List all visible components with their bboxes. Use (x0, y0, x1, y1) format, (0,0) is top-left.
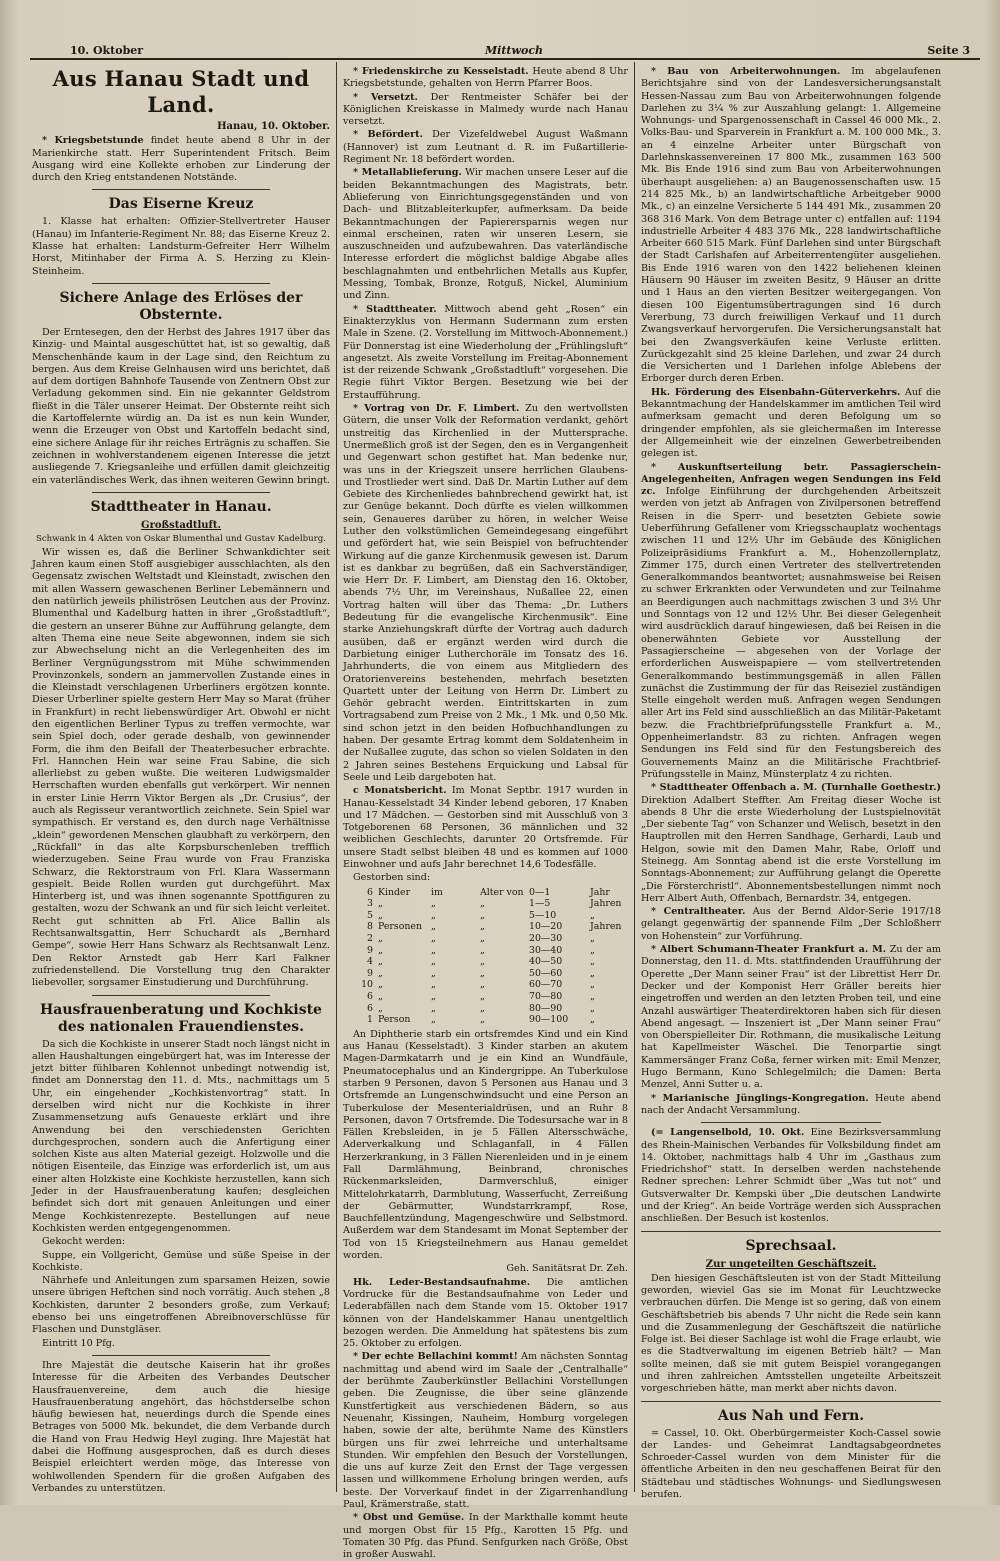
table-cell: 5—10 (529, 909, 557, 921)
separator (641, 1231, 941, 1232)
table-cell: „ (480, 921, 485, 933)
headline-eisernes-kreuz: Das Eiserne Kreuz (108, 196, 254, 213)
column-1 (32, 66, 330, 1494)
table-cell: 0—1 (529, 886, 551, 898)
table-cell: „ (590, 909, 595, 921)
table-row (353, 898, 626, 910)
header-date: 10. Oktober (70, 44, 144, 57)
header-day: Mittwoch (485, 44, 544, 57)
table-cell: Jahr (590, 886, 610, 898)
article-friedenskirche (343, 66, 628, 91)
article-obst-gemuese (343, 1512, 628, 1561)
table-cell: 60—70 (529, 979, 563, 991)
table-cell: „ (480, 944, 485, 956)
article-text: Direktion Adalbert Steffter. Am Freitag dieser Woche ist abends 8 Uhr die erste Wiederholung der Lustspielnovität „Der siebente Tag“ von Schanzer und Welisch, besetzt in den Hauptrollen mit den Herren Sandhage, Gerhardi, Laub und Helgon, sowie mit den Damen Mahr, Rabe, Orloff und Steinegg. Am Sonntag abend ist die erste Vorstellung im Sonntags-Abonnement; zur Aufführung gelangt die Operette „Die Försterchristl“. Abonnementsbestellungen nimmt noch Herr Albert Auth, Offenbach, Bernardstr. 34, entgegen. (641, 794, 941, 904)
table-cell: 1—5 (529, 898, 551, 910)
table-cell: 20—30 (529, 932, 563, 944)
article-auskunft (641, 462, 941, 782)
play-title: Großstadtluft. (141, 519, 221, 531)
article-text: In der Markthalle kommt heute und morgen Obst für 15 Pfg., Karotten 15 Pfg. und Tomaten 30 Pfg. das Pfund. Senfgurken nach Größe, Obst in großer Auswahl. (343, 1512, 628, 1561)
article-text: Die amtlichen Vordrucke für die Bestandsaufnahme von Leder und Lederabfällen nach dem Stande vom 15. Oktober 1917 können von der Handelskammer Hanau unentgeltlich bezogen werden. Die Anmeldung hat spätestens bis zum 25. Oktober zu erfolgen. (343, 1276, 628, 1350)
table-cell: 6 (367, 990, 373, 1002)
article-centraltheater (641, 906, 941, 943)
table-cell: 2 (367, 932, 373, 944)
table-cell: 9 (367, 967, 373, 979)
table-cell: „ (378, 898, 383, 910)
sprechsaal-subheading: Zur ungeteilten Geschäftszeit. (705, 1258, 877, 1270)
table-cell: „ (431, 990, 436, 1002)
headline-sprechsaal: Sprechsaal. (745, 1237, 837, 1254)
table-cell: 6 (367, 1002, 373, 1014)
article-theater-review: Wir wissen es, daß die Berliner Schwankdichter seit Jahren kaum einen Stoff ausgiebiger ausschlachten, als den Gegensatz zwischen Weltstadt und Kleinstadt, zwischen den mit allen Wassern gewaschenen Berliner Lebemännern und den natürlich jeweils philiströsen Leutchen aus der Provinz. Blumenthal und Kadelburg hatten in ihrer „Großstadtluft“, die gestern an unserer Bühne zur Aufführung gelangte, dem alten Thema eine neue Seite abgewonnen, indem sie sich zur Abwechselung nicht an die Verlegenheiten des im Berliner Vergnügungsstrom mit Mühe schwimmenden Provinzonkels, sondern an jammervollen Zustande eines in die Kleinstadt verschlagenen Urberliners ergötzen konnte. Dieser Urberliner spielte gestern Herr May so Marat (früher in Frankfurt) in recht liebenswürdiger Art. Obwohl er nicht den eigentlichen Berliner Typus zu treffen vermochte, war sein Spiel doch, oder gerade deshalb, von gewinnender Form, die ihm den Beifall der Theaterbesucher erbrachte. Frl. Hannchen Hein war seine Frau Sabine, die sich allerliebst zu geben wußte. Die weiteren Ludwigsmalder Herrschaften wurden ebenfalls gut verkörpert. Wir nennen in erster Linie Herrn Viktor Bergen als „Dr. Crusius“, der auch als Regisseur verantwortlich zeichnete. Sein Spiel war sympathisch. Er verstand es, den durch nage Verhältnisse „klein“ gewordenen Menschen glaubhaft zu verkörpern, den „Rückfall“ in das alte Korpsburschenleben trefflich wiederzugeben. Seine Frau wurde von Frau Franziska Schwarz, die Rektorstraum von Frl. Klara Wassermann gespielt. Beide Rollen wurden gut durchgeführt. Max Hinterberg ist, und was ihnen sogenannte Spottfiguren zu gestalten, wozu der Schwank an und für sich leicht verleitet. Recht gut schnitten ab Frl. Alice Ballin als Rechtsanwaltsgattin, Herr Schuchardt als „Bernhard Gempe“, sowie Herr Hans Schwarz als Rechtsanwalt Lenz. Den Rektor Arnstedt gab Herr Karl Falkner zufriedenstellend. Die Vorstellung trug den Charakter liebevoller, sorgsamer Einstudierung und Durchführung. (32, 546, 330, 989)
article-text: Eine Bezirksversammlung des Rhein-Mainischen Verbandes für Volksbildung findet am 14. Oktober, nachmittags halb 4 Uhr im „Gasthaus zum Friedrichshof“ statt. In derselben werden nachstehende Redner sprechen: Lehrer Schmidt über „Was tut not“ und Gutsverwalter Dr. Kempski über „Die deutschen Landwirte und der Krieg“. An beide Vorträge werden sich Aussprachen anschließen. Der Besuch ist kostenlos. (641, 1127, 941, 1225)
article-text: Der Vizefeldwebel August Waßmann (Hannover) ist zum Leutnant d. R. im Fußartillerie-Regiment Nr. 18 befördert worden. (343, 129, 628, 166)
article-heading: c Monatsbericht. (353, 785, 447, 797)
article-heading: * Albert Schumann-Theater Frankfurt a. M. (651, 944, 887, 956)
section-title-hanau: Aus Hanau Stadt und Land. (52, 66, 310, 117)
article-text: Heute abend nach der Andacht Versammlung. (641, 1092, 941, 1116)
separator (92, 492, 270, 493)
article-text: Zu der am Donnerstag, den 11. d. Mts. stattfindenden Uraufführung der Operette „Der Mann seiner Frau“ ist der Librettist Herr Dr. Decker und der Komponist Herr Gräller bereits hier eingetroffen und werden an den letzten Proben teil, und eine Anzahl auswärtiger Theaterdirektoren haben sich für diesen Abend angesagt. — Inszeniert ist „Der Mann seiner Frau“ von Oberspielleiter Dir. Rothmann, die musikalische Leitung hat Kapellmeister Wäschel. Die Tenorpartie singt Kammersänger Franz Coßa, ferner wirken mit: Emil Menzer, Hugo Bermann, Kuno Schlegelmilch; die Damen: Berta Menzel, Anni Sutter u. a. (641, 944, 941, 1091)
article-text: Am nächsten Sonntag nachmittag und abend wird im Saale der „Centralhalle“ der berühmte Zauberkünstler Bellachini Vorstellungen geben. Die Zeugnisse, die über seine glänzende Kunstfertigkeit aus verschiedenen Bädern, so aus Neuenahr, Kissingen, Nauheim, Homburg vorgelegen haben, sowie der alte, berühmte Name des Künstlers bürgen uns für zwei lehrreiche und unterhaltsame Stunden. Wir empfehlen den Besuch der Vorstellungen, die uns auf kurze Zeit den Ernst der Tage vergessen lassen und willkommene Erholung bringen werden, aufs beste. Der Vorverkauf findet in der Zigarrenhandlung Paul, Krämerstraße, statt. (343, 1351, 628, 1510)
article-kriegsbetstunde (32, 135, 330, 184)
article-befoerdert (343, 129, 628, 166)
table-cell: 10—20 (529, 921, 563, 933)
article-langenselbold (641, 1127, 941, 1225)
article-kongregation (641, 1093, 941, 1118)
article-kaiserin: Ihre Majestät die deutsche Kaiserin hat ihr großes Interesse für die Arbeiten des Verbandes Deutscher Hausfrauenvereine, dem auch die hiesige Hausfrauenberatung angehört, das höchstderselbe schon häufig bewiesen hat, neuerdings durch die Spende eines Betrages von 5000 Mk. bekundet, die dem Verbande durch die Hand von Frau Hedwig Heyl zuging. Ihre Majestät hat dabei die Hoffnung ausgesprochen, daß es durch dieses Beispiel erleichtert werden möge, das Interesse von wohlwollenden Spendern für die großen Aufgaben des Verbandes zu unterstützen. (32, 1359, 330, 1494)
article-cassel: = Cassel, 10. Okt. Oberbürgermeister Koch-Cassel sowie der Landes- und Geheimrat Landtagsabgeordnetes Schroeder-Cassel wurden von dem Minister für die öffentliche Arbeiten in den neu geschaffenen Beirat für den Städtebau und städtisches Wohnungs- und Siedlungswesen berufen. (641, 1427, 941, 1501)
article-heading: * Versetzt. (353, 91, 418, 103)
table-cell: „ (431, 944, 436, 956)
article-heading: * Vortrag von Dr. F. Limbert. (353, 403, 520, 415)
headline-nah-und-fern: Aus Nah und Fern. (717, 1407, 865, 1424)
article-kochkiste-4: Nährhefe und Anleitungen zum sparsamen Heizen, sowie unsere übrigen Heftchen sind noch vorrätig. Auch stehen „8 Kochkisten, darunter 2 besonders große, zum Verkauf; ebenso bei uns eingetroffenen Abreibnoverschlüsse für Flaschen und Dunstgläser. (32, 1275, 330, 1336)
table-cell: „ (480, 1002, 485, 1014)
article-heading: * Befördert. (353, 129, 423, 141)
article-kochkiste-3: Suppe, ein Vollgericht, Gemüse und süße Speise in der Kochkiste. (32, 1249, 330, 1273)
table-row (353, 910, 626, 922)
article-kochkiste-2: Gekocht werden: (42, 1236, 126, 1248)
dateline: Hanau, 10. Oktober. (217, 121, 330, 132)
column-2 (343, 66, 629, 1561)
table-row (353, 956, 626, 968)
table-cell: „ (480, 956, 485, 968)
article-heading: * Stadttheater. (353, 303, 437, 315)
table-cell: „ (431, 921, 436, 933)
article-leder (343, 1277, 628, 1351)
table-cell: „ (378, 932, 383, 944)
separator (92, 1355, 270, 1356)
article-heading: * Stadttheater Offenbach a. M. (Turnhalle Goethestr.) (651, 782, 941, 794)
table-cell: 3 (367, 898, 373, 910)
article-text: Auf die Bekanntmachung der Handelskammer im amtlichen Teil wird aufmerksam gemacht und deren Befolgung um so dringender empfohlen, als sie gleichermaßen im Interesse der Allgemeinheit wie der einzelnen Gewerbetreibenden gelegen ist. (641, 386, 941, 460)
table-cell: Person (378, 1014, 411, 1026)
table-cell: 8 (367, 921, 373, 933)
article-arbeiterwohnungen (641, 66, 941, 386)
table-cell: „ (480, 979, 485, 991)
table-cell: „ (431, 979, 436, 991)
headline-stadttheater: Stadttheater in Hanau. (90, 498, 272, 515)
article-text: Zu den wertvollsten Gütern, die unser Volk der Reformation verdankt, gehört unstreitig das Kirchenlied in der Muttersprache. Unermeßlich groß ist der Segen, den es in Vergangenheit und Gegenwart schon gestiftet hat. Man bedenke nur, was uns in der Kriegszeit unsere herrlichen Glaubens- und Trostlieder wert sind. Daß Dr. Martin Luther auf dem Gebiete des Kirchenliedes bahnbrechend gewirkt hat, ist zur Genüge bekannt. Doch dürfte es vielen willkommen sein, Genaueres darüber zu hören, in welcher Weise Luther den volkstümlichen Gemeindegesang eingeführt und gefördert hat, wie sein Beispiel von befruchtender Wirkung auf die ganze Kirchenmusik gewesen ist. Darum ist es dankbar zu begrüßen, daß ein Sachverständiger, wie Herr Dr. F. Limbert, am Dienstag den 16. Oktober, abends 7½ Uhr, im Vereinshaus, Nußallee 22, einen Vortrag halten will über das Thema: „Dr. Luthers Bedeutung für die evangelische Kirchenmusik“. Eine starke Anziehungskraft dürfte der Vortrag auch dadurch ausüben, daß er ergänzt werden wird durch die Darbietung einiger Lutherchoräle im Tonsatz des 16. Jahrhunderts, die von einem aus Mitgliedern des Oratorienvereins bestehenden, mehrfach besetzten Quartett unter der Leitung von Herrn Dr. Limbert zu Gehör gebracht werden. Eintrittskarten in zum Vortragsabend zum Preise von 2 Mk., 1 Mk. und 0,50 Mk. sind schon jetzt in den beiden Hofbuchhandlungen zu haben. Der gesamte Ertrag kommt dem Soldatenheim in der Nußallee zugute, das schon so vielen Soldaten in den 2 Jahren seines Bestehens Erquickung und Labsal für Seele und Leib dargeboten hat. (343, 403, 628, 783)
article-text: Im abgelaufenen Berichtsjahre sind von der Landesversicherungsanstalt Hessen-Nassau zum Bau von Arbeiterwohnungen folgende Darlehen zu 3¼ % zur Auszahlung gelangt: 1. Allgemeine Wohnungs- und Spargenossenschaft in Cassel 46 000 Mk., 2. Volks-Bau- und Sparverein in Frankfurt a. M. 100 000 Mk., 3. an 4 einzelne Arbeiter unter Bürgschaft von Darlehnskassenvereinen 17 800 Mk., zusammen 163 500 Mk. Bis Ende 1916 sind zum Bau von Arbeiterwohnungen überhaupt ausgeliehen: a) an Baugenossenschaften usw. 15 214 825 Mk., b) an landwirtschaftliche Arbeitgeber 9000 Mk., c) an einzelne Versicherte 5 144 491 Mk., zusammen 20 368 316 Mark. Von dem Betrage unter c) entfallen auf: 1194 industrielle Arbeiter 4 483 376 Mk., 228 landwirtschaftliche Arbeiter 660 515 Mark. Fünf Darlehen sind unter Bürgschaft der Stadt Carlshafen auf Arbeiterrentengüter ausgeliehen. Bis Ende 1916 waren von den 1422 beliehenen kleinen Häusern 90 Häuser im zweiten Besitz, 9 Häuser an dritte und 1 Haus an den vierten Besitzer weitergegangen. Von diesen 100 Eigentumsübertragungen sind 16 durch Vererbung, 73 durch freiwilligen Verkauf und 11 durch Zwangsverkauf hervorgerufen. Die Versicherungsanstalt hat bei den Zwangsverkäufen keine Verluste erlitten. Zurückgezahlt sind 25 kleine Darlehen, und zwar 24 durch die Versicherten und 1 Darlehen infolge Ablebens der Erborger durch deren Erben. (641, 66, 941, 385)
table-cell: „ (590, 1002, 595, 1014)
table-row (353, 968, 626, 980)
table-cell: „ (431, 956, 436, 968)
table-cell: „ (378, 1002, 383, 1014)
table-row (353, 1003, 626, 1015)
article-heading: * Metallablieferung. (353, 167, 462, 179)
table-cell: „ (590, 967, 595, 979)
article-text: Mittwoch abend geht „Rosen“ ein Einakterzyklus von Hermann Sudermann zum ersten Male in Szene. (2. Vorstellung im Mittwoch-Abonnement.) Für Donnerstag ist eine Wiederholung der „Frühlingsluft“ angesetzt. Als zweite Vorstellung im Freitag-Abonnement ist der reizende Schwank „Großstadtluft“ vorgesehen. Die Regie führt Viktor Bergen. Besetzung wie bei der Erstaufführung. (343, 303, 628, 401)
header-rule (30, 58, 980, 60)
article-eisenbahn (641, 387, 941, 461)
article-kochkiste-1: Da sich die Kochkiste in unserer Stadt noch längst nicht in allen Haushaltungen eingebürgert hat, was im Interesse der jetzt bitter fühlbaren Kohlennot unbedingt notwendig ist, findet am Donnerstag den 11. d. Mts., nachmittags um 5 Uhr, ein eingehender „Kochkistenvortrag“ statt. In derselben wird nicht nur die Kochkiste in ihrer Zusammensetzung aufs Genaueste erklärt und ihre Anwendung bei den verschiedensten Gerichten durchgesprochen, sondern auch die Anfertigung einer solchen Kiste aus alten Material gezeigt. Holzwolle und die nötigen Eisenteile, das Einzige was erforderlich ist, um aus einer alten Holzkiste eine Kochkiste herzustellen, kann sich Jeder in der Hausfrauenberatung kaufen; desgleichen befindet sich dort mit genauen Anleitungen und einer Menge Kochkistenrezepte. Bestellungen auf neue Kochkisten werden entgegengenommen. (32, 1038, 330, 1234)
table-cell: „ (378, 909, 383, 921)
table-cell: 10 (361, 979, 373, 991)
article-monatsbericht (343, 785, 628, 871)
play-credits: Schwank in 4 Akten von Oskar Blumenthal und Gustav Kadelburg. (35, 533, 327, 544)
table-cell: „ (480, 898, 485, 910)
article-heading: * Kriegsbetstunde (42, 135, 144, 147)
table-row (353, 887, 626, 899)
table-cell: „ (480, 990, 485, 1002)
table-cell: Personen (378, 921, 422, 933)
article-versetzt (343, 92, 628, 129)
table-cell: Jahren (590, 921, 622, 933)
separator (92, 283, 270, 284)
table-cell: 70—80 (529, 990, 563, 1002)
header-page-number: Seite 3 (927, 44, 970, 57)
table-cell: „ (590, 1014, 595, 1026)
table-row (353, 921, 626, 933)
article-heading: * Friedenskirche zu Kesselstadt. (353, 66, 529, 77)
table-cell: „ (431, 1014, 436, 1026)
table-row (353, 933, 626, 945)
article-stadttheater-notice (343, 304, 628, 402)
table-cell: 30—40 (529, 944, 563, 956)
table-cell: „ (431, 932, 436, 944)
article-heading: (= Langenselbold, 10. Okt. (651, 1127, 805, 1139)
table-row (353, 991, 626, 1003)
table-cell: 90—100 (529, 1014, 569, 1026)
table-cell: Kinder (378, 886, 411, 898)
separator (641, 1401, 941, 1402)
column-rule-2 (634, 62, 635, 1492)
separator (92, 995, 270, 996)
table-cell: Alter von (480, 886, 524, 898)
table-cell: „ (480, 932, 485, 944)
column-3 (641, 66, 941, 1501)
table-cell: „ (431, 909, 436, 921)
article-eisernes-kreuz: 1. Klasse hat erhalten: Offizier-Stellvertreter Hauser (Hanau) im Infanterie-Regiment Nr. 88; das Eiserne Kreuz 2. Klasse hat erhalten: Landsturm-Gefreiter Herr Wilhelm Horst, Mitinhaber der Firma A. S. Herzing zu Klein-Steinheim. (32, 216, 330, 277)
table-cell: „ (480, 1014, 485, 1026)
article-text: findet heute abend 8 Uhr in der Marienkirche statt. Herr Superintendent Fritsch. Beim Ausgang wird eine Kollekte erhoben zur Linderung der durch den Krieg entstandenen Notstände. (32, 135, 330, 184)
page-header (30, 40, 980, 60)
headline-hausfrauenberatung: Hausfrauenberatung und Kochkiste des nationalen Frauendienstes. (40, 1001, 322, 1035)
table-cell: „ (378, 956, 383, 968)
table-cell: „ (590, 979, 595, 991)
article-heading: * Centraltheater. (651, 906, 746, 918)
article-heading: * Bau von Arbeiterwohnungen. (651, 66, 841, 77)
table-cell: „ (480, 967, 485, 979)
article-vortrag (343, 403, 628, 784)
article-bellachini (343, 1351, 628, 1511)
table-cell: 80—90 (529, 1002, 563, 1014)
separator (92, 189, 270, 190)
table-cell: „ (431, 898, 436, 910)
table-cell: „ (431, 1002, 436, 1014)
article-metallablieferung (343, 167, 628, 302)
article-heading: * Der echte Bellachini kommt! (353, 1351, 518, 1363)
table-cell: „ (378, 979, 383, 991)
article-offenbach (641, 782, 941, 905)
table-cell: 5 (367, 909, 373, 921)
article-monatsbericht-causes: An Diphtherie starb ein ortsfremdes Kind und ein Kind aus Hanau (Kesselstadt). 3 Kinder starben an akutem Magen-Darmkatarrh und je ein Kind an Wundfäule, Pneumatocephalus und an Kindergrippe. An Tuberkulose starben 9 Personen, davon 5 Personen aus Hanau und 3 Ortsfremde an Lungenschwindsucht und eine Person an Tuberkulose der Mesenterialdrüsen, und an Ruhr 8 Personen, davon 7 Ortsfremde. Die Todesursache war in 8 Fällen Krebsleiden, in je 5 Fällen Altersschwäche, Aderverkalkung und Schlaganfall, in 4 Fällen Herzerkrankung, in 3 Fällen Nierenleiden und in je einem Fall Darmlähmung, Beinbrand, chronisches Rückenmarksleiden, Darmverschluß, einiger Mittelohrkatarrh, Darmblutung, Wasserfucht, Zerreißung der Gebärmutter, Wundstarrkrampf, Rose, Bauchfellentzündung, Magengeschwüre und Selbstmord. Außerdem war dem Standesamt im Monat September der Tod von 15 Kriegsteilnehmern aus Hanau gemeldet worden. (343, 1028, 628, 1262)
separator (701, 1122, 881, 1123)
table-cell: 9 (367, 944, 373, 956)
article-text: Heute abend 8 Uhr Kriegsbetstunde, gehalten von Herrn Pfarrer Boos. (343, 66, 628, 90)
deaths-table (353, 887, 626, 1026)
article-kochkiste-5: Eintritt 10 Pfg. (42, 1337, 115, 1349)
article-text: Infolge Einführung der durchgehenden Arbeitszeit werden von jetzt ab Anfragen von Zivilpersonen betreffend Reisen in die Sperr- und besetzten Gebiete sowie Ueberführung Gefallener vom Kriegsschauplatz wochentags zwischen 11 und 12½ Uhr im Gebäude des Königlichen Polizeipräsidiums Frankfurt a. M., Hohenzollernplatz, Zimmer 175, durch einen Vertreter des stellvertretenden Generalkommandos beantwortet; ausnahmsweise bei Reisen zu schwer Erkrankten oder Verwundeten und zur Teilnahme an Beerdigungen auch nachmittags zwischen 3 und 3½ Uhr und Sonntags von 12 und 12½ Uhr. Bei dieser Gelegenheit wird ausdrücklich darauf hingewiesen, daß bei Reisen in die obenerwähnten Gebiete vor Ausstellung der Passagierscheine — abgesehen von der Vorlage der erforderlichen Ausweispapiere — vom stellvertretenden Generalkommando bestimmungsgemäß in allen Fällen zunächst die Zustimmung der für das Reiseziel zuständigen Stelle eingeholt werden muß. Anfragen wegen Sendungen aller Art ins Feld sind ausschließlich an das Militär-Paketamt bezw. die Frachtbriefprüfungsstelle Frankfurt a. M., Oppenheimerlandstr. 83 zu richten. Anfragen wegen Sendungen ins Feld sind für den Festungsbereich des Gouvernements Mainz an die Militärische Frachtbrief-Prüfungsstelle in Mainz, Münsterplatz 4 zu richten. (641, 486, 941, 780)
table-cell: 40—50 (529, 956, 563, 968)
article-obsternte: Der Erntesegen, den der Herbst des Jahres 1917 über das Kinzig- und Maintal ausgeschüttet hat, ist so gewaltig, daß Menschenhände kaum in der Lage sind, den Reichtum zu bergen. Aus dem Kreise Gelnhausen wird uns berichtet, daß auf dem dortigen Bahnhofe Tausende von Zentnern Obst zur Verladung gekommen sind. Ein nie gekannter Geldstrom fließt in die Täler unserer Heimat. Der Obsternte reiht sich die Kartoffelernte würdig an. Da ist es nun kein Wunder, wenn die Erzeuger von Obst und Kartoffeln bedacht sind, eine sichere Anlage für ihr reiches Erträgnis zu schaffen. Sie zeichnen in wohlverstandenem eigenen Interesse die jetzt ausliegende 7. Kriegsanleihe und erfüllen damit gleichzeitig ein vaterländisches Werk, das ihnen weiteren Gewinn bringt. (32, 326, 330, 486)
article-text: Im Monat Septbr. 1917 wurden in Hanau-Kesselstadt 34 Kinder lebend geboren, 17 Knaben und 17 Mädchen. — Gestorben sind mit Ausschluß von 3 Totgeborenen 68 Personen, 36 männlichen und 32 weiblichen Geschlechts, darunter 20 Ortsfremde. Für unsere Stadt selbst bleiben 48 und es kommen auf 1000 Einwohner und aufs Jahr berechnet 14,6 Todesfälle. (343, 785, 629, 870)
table-cell: „ (378, 990, 383, 1002)
article-heading: Hk. Förderung des Eisenbahn-Güterverkehrs. (651, 386, 901, 398)
table-row (353, 979, 626, 991)
table-cell: 1 (367, 1014, 373, 1026)
table-cell: „ (378, 944, 383, 956)
table-cell: Jahren (590, 898, 622, 910)
article-heading: * Auskunftserteilung betr. Passagierschein-Angelegenheiten, Anfragen wegen Sendungen ins Feld zc. (641, 461, 941, 498)
table-cell: „ (590, 990, 595, 1002)
table-cell: „ (590, 956, 595, 968)
article-text: Aus der Bernd Aldor-Serie 1917/18 gelangt gegenwärtig der spannende Film „Der Schloßherr von Hohenstein“ zur Vorführung. (641, 906, 941, 942)
article-text: Der Rentmeister Schäfer bei der Königlichen Kreiskasse in Malmedy wurde nach Hanau versetzt. (343, 91, 628, 128)
headline-obsternte: Sichere Anlage des Erlöses der Obsternte. (59, 289, 303, 323)
table-cell: im (431, 886, 443, 898)
article-geschaeftszeit: Den hiesigen Geschäftsleuten ist von der Stadt Mitteilung geworden, wieviel Gas sie im Monat für Leuchtzwecke verbrauchen dürfen. Die Menge ist so gering, daß von einem Geschäftsbetrieb bis abends 7 Uhr nicht die Rede sein kann und die Zusammenlegung der Geschäftszeit die natürliche Folge ist. Bei dieser Sachlage ist wohl die Frage erlaubt, wie es die Stadtverwaltung im eigenen Betrieb hält? — Man sollte meinen, daß sie mit gutem Beispiel vorangegangen und ihren zahlreichen Amtsstellen ungeteilte Arbeitszeit vorgeschrieben hätte, man merkt aber nichts davon. (641, 1272, 941, 1395)
table-row (353, 1014, 626, 1026)
table-cell: „ (431, 967, 436, 979)
table-cell: 50—60 (529, 967, 563, 979)
article-heading: * Obst und Gemüse. (353, 1512, 465, 1524)
table-cell: 6 (367, 886, 373, 898)
table-cell: „ (378, 967, 383, 979)
article-heading: Hk. Leder-Bestandsaufnahme. (353, 1276, 531, 1288)
table-cell: 4 (367, 956, 373, 968)
article-heading: * Marianische Jünglings-Kongregation. (651, 1092, 869, 1104)
column-rule-1 (336, 62, 337, 1492)
article-text: Wir machen unsere Leser auf die beiden Bekanntmachungen des Magistrats, betr. Ablieferung von Einrichtungsgegenständen und von Dach- und Blitzableiterkupfer, aufmerksam. Da beide Bekanntmachungen der Papierersparnis wegen nur einmal erscheinen, raten wir unseren Lesern, sie auszuschneiden und aufzubewahren. Das vaterländische Interesse erfordert die möglichst baldige Abgabe alles beschlagnahmten und entbehrlichen Metalls aus Kupfer, Messing, Tombak, Bronze, Rotguß, Nickel, Aluminium und Zinn. (343, 167, 628, 302)
table-cell: „ (480, 909, 485, 921)
article-schumann-theater (641, 944, 941, 1092)
article-signature: Geh. Sanitätsrat Dr. Zeh. (506, 1263, 628, 1275)
table-row (353, 945, 626, 957)
table-cell: „ (590, 932, 595, 944)
table-cell: „ (590, 944, 595, 956)
deaths-table-intro: Gestorben sind: (353, 872, 431, 884)
